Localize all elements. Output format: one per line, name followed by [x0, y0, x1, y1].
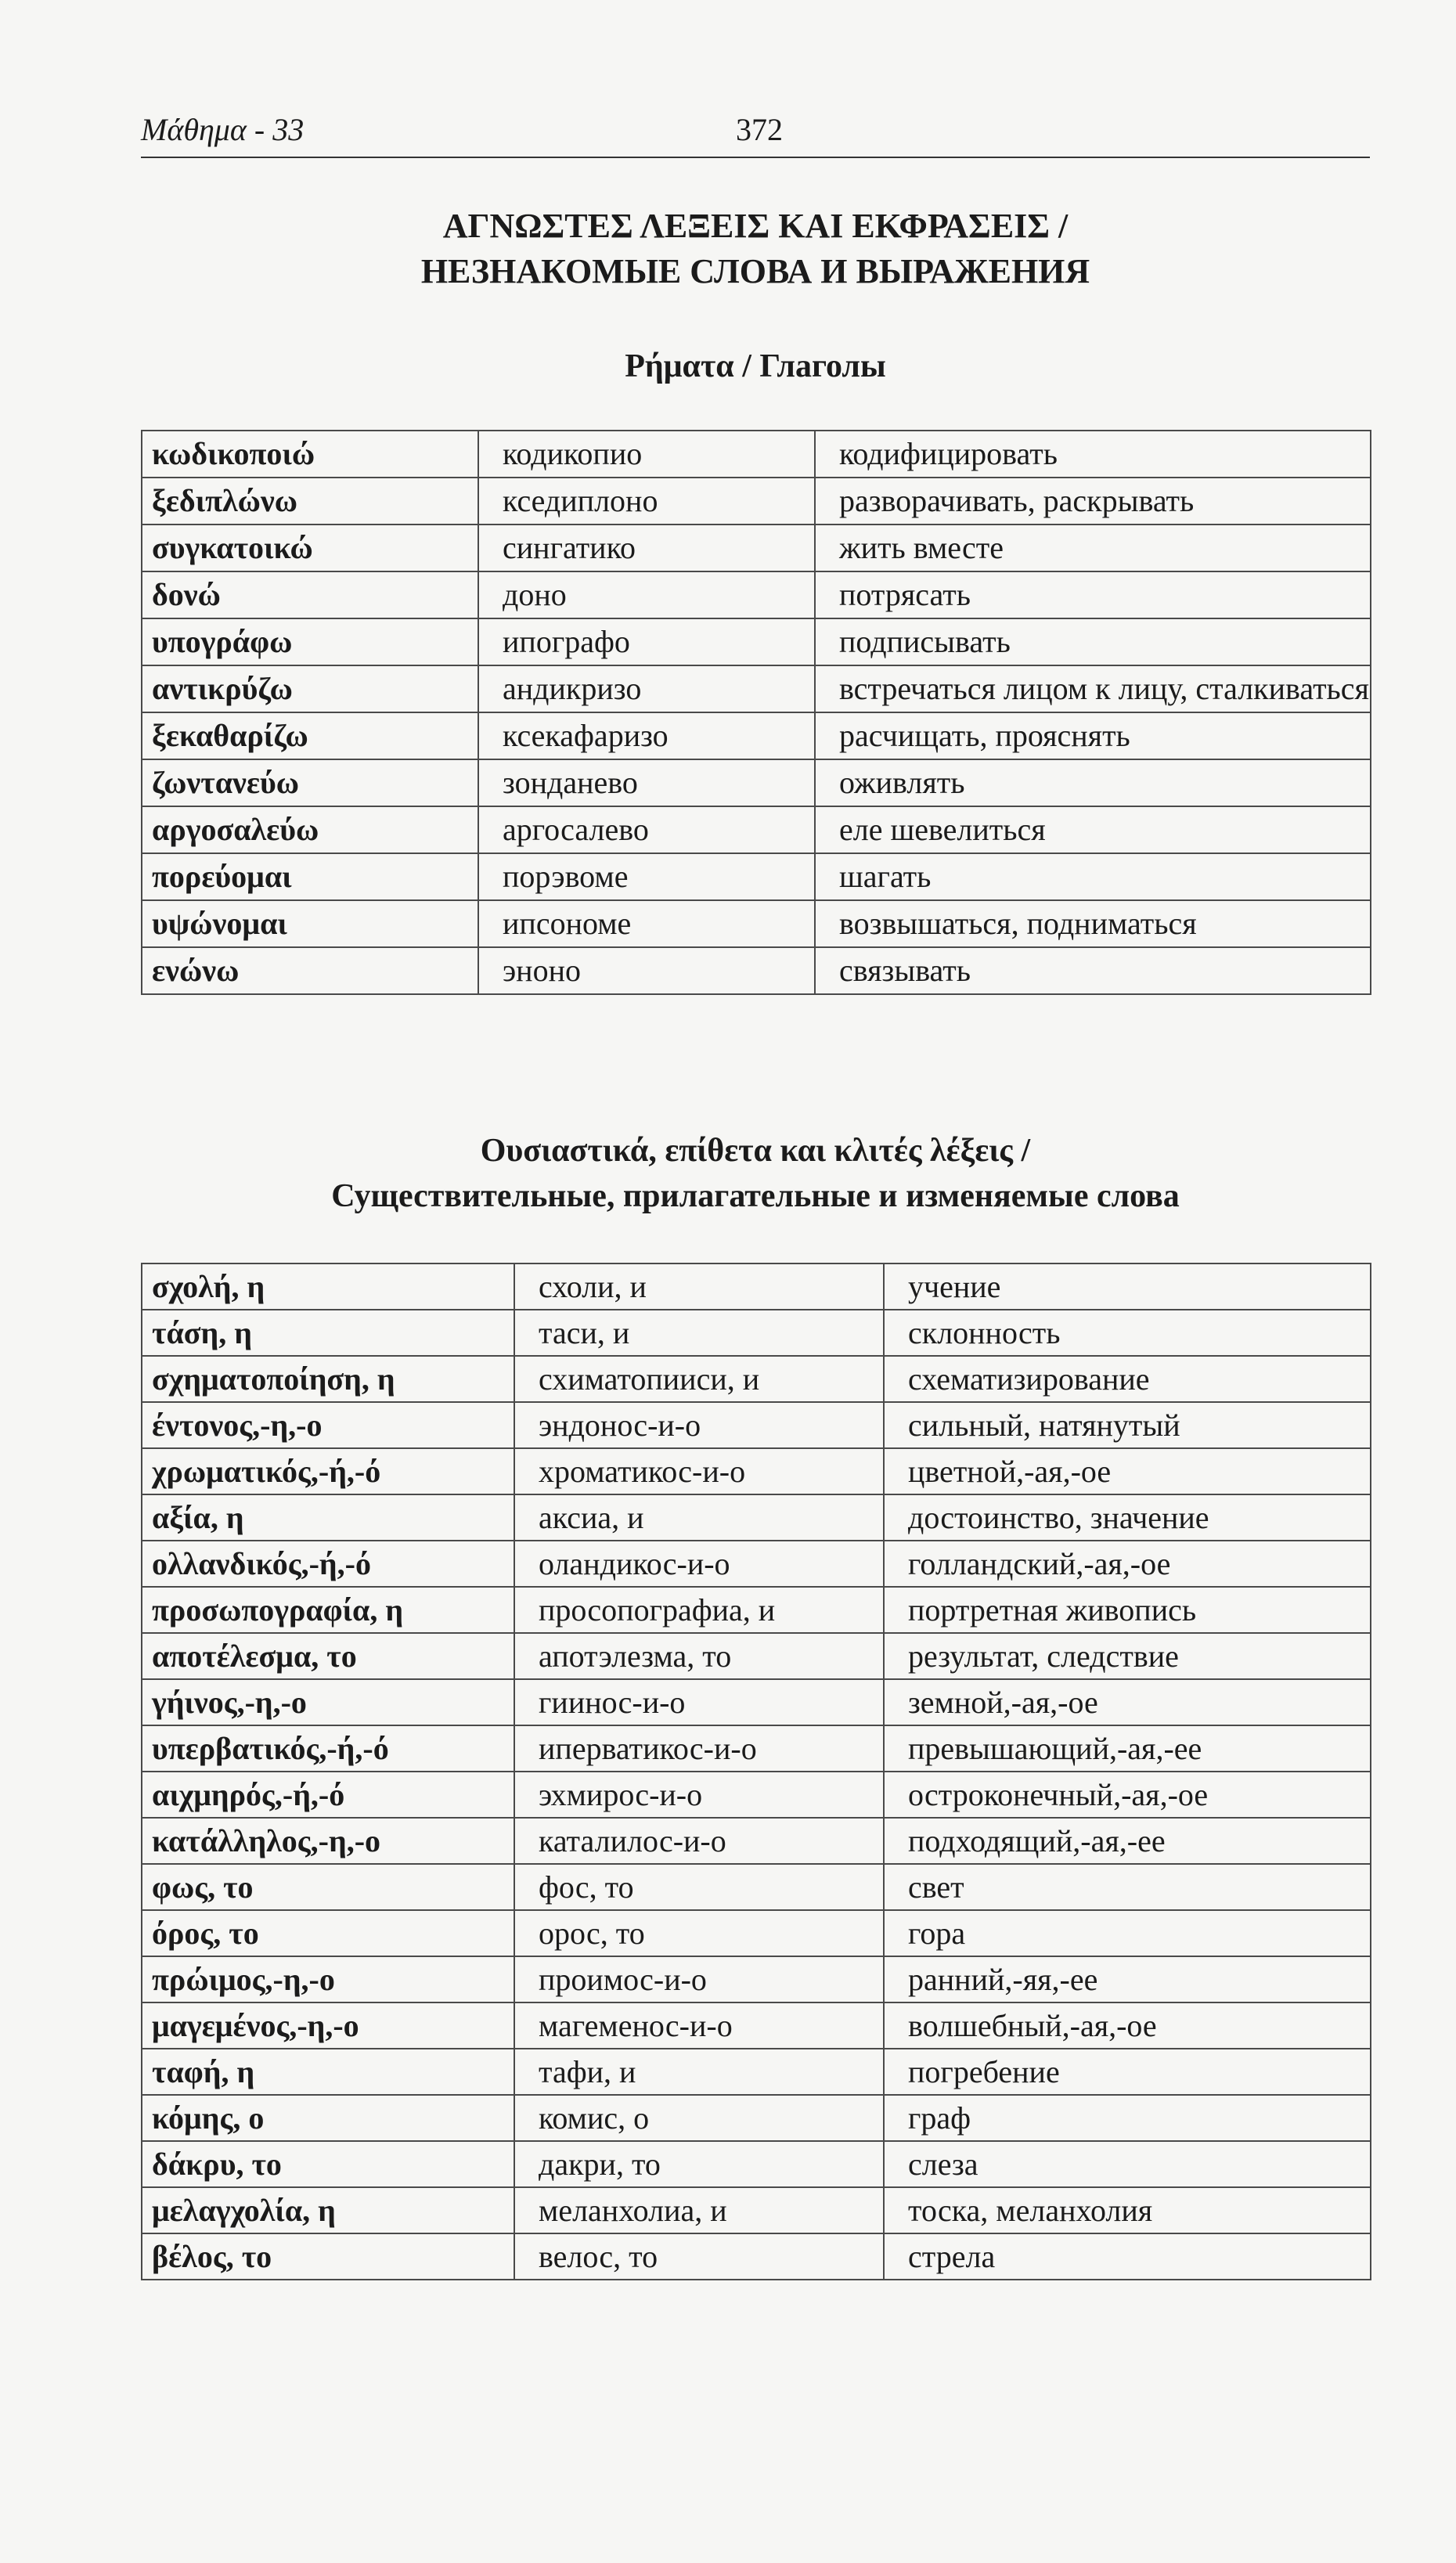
greek-word-cell: ζωντανεύω: [142, 759, 478, 806]
transliteration-cell: ипографо: [478, 618, 815, 665]
transliteration-cell: андикризо: [478, 665, 815, 712]
translation-cell: схематизирование: [884, 1356, 1371, 1402]
table-row: [142, 2049, 1371, 2095]
translation-cell: возвышаться, подниматься: [815, 900, 1371, 947]
transliteration-cell: орос, то: [514, 1910, 884, 1956]
transliteration-cell: гиинос-и-о: [514, 1679, 884, 1725]
translation-cell: шагать: [815, 853, 1371, 900]
translation-cell: цветной,-ая,-ое: [884, 1448, 1371, 1494]
translation-cell: оживлять: [815, 759, 1371, 806]
translation-cell: волшебный,-ая,-ое: [884, 2002, 1371, 2049]
translation-cell: ранний,-яя,-ее: [884, 1956, 1371, 2002]
table-row: [142, 1910, 1371, 1956]
table-row: [142, 1402, 1371, 1448]
table-row: [142, 1818, 1371, 1864]
transliteration-cell: эндонос-и-о: [514, 1402, 884, 1448]
table-row: [142, 618, 1371, 665]
translation-cell: тоска, меланхолия: [884, 2187, 1371, 2233]
table-row: [142, 1494, 1371, 1541]
greek-word-cell: αξία, η: [142, 1494, 514, 1541]
translation-cell: погребение: [884, 2049, 1371, 2095]
transliteration-cell: сингатико: [478, 524, 815, 571]
table-row: [142, 806, 1371, 853]
greek-word-cell: γήινος,-η,-ο: [142, 1679, 514, 1725]
greek-word-cell: αργοσαλεύω: [142, 806, 478, 853]
transliteration-cell: доно: [478, 571, 815, 618]
table-row: [142, 759, 1371, 806]
greek-word-cell: υπογράφω: [142, 618, 478, 665]
translation-cell: кодифицировать: [815, 431, 1371, 478]
table-row: [142, 2141, 1371, 2187]
table-row: [142, 1725, 1371, 1772]
transliteration-cell: просопографиа, и: [514, 1587, 884, 1633]
nouns-heading-russian: Существительные, прилагательные и изменяемые слова: [331, 1178, 1180, 1214]
transliteration-cell: хроматикос-и-о: [514, 1448, 884, 1494]
greek-word-cell: ολλανδικός,-ή,-ό: [142, 1541, 514, 1587]
table-row: [142, 478, 1371, 524]
table-row: [142, 2002, 1371, 2049]
transliteration-cell: велос, то: [514, 2233, 884, 2280]
table-row: [142, 1541, 1371, 1587]
table-row: [142, 1310, 1371, 1356]
greek-word-cell: κωδικοποιώ: [142, 431, 478, 478]
table-row: [142, 1772, 1371, 1818]
translation-cell: гора: [884, 1910, 1371, 1956]
table-row: [142, 1587, 1371, 1633]
table-row: [142, 571, 1371, 618]
translation-cell: достоинство, значение: [884, 1494, 1371, 1541]
translation-cell: склонность: [884, 1310, 1371, 1356]
greek-word-cell: ξεκαθαρίζω: [142, 712, 478, 759]
table-row: [142, 900, 1371, 947]
translation-cell: слеза: [884, 2141, 1371, 2187]
translation-cell: жить вместе: [815, 524, 1371, 571]
translation-cell: превышающий,-ая,-ее: [884, 1725, 1371, 1772]
greek-word-cell: μαγεμένος,-η,-ο: [142, 2002, 514, 2049]
verbs-heading: Ρήματα / Глаголы: [625, 348, 886, 384]
translation-cell: связывать: [815, 947, 1371, 994]
table-row: [142, 947, 1371, 994]
lesson-label: Μάθημα - 33: [141, 112, 305, 147]
transliteration-cell: кседиплоно: [478, 478, 815, 524]
nouns-heading-greek: Ουσιαστικά, επίθετα και κλιτές λέξεις /: [480, 1133, 1031, 1169]
translation-cell: свет: [884, 1864, 1371, 1910]
nouns-table: [141, 1263, 1371, 2280]
translation-cell: граф: [884, 2095, 1371, 2141]
transliteration-cell: меланхолиа, и: [514, 2187, 884, 2233]
table-row: [142, 431, 1371, 478]
table-row: [142, 665, 1371, 712]
translation-cell: потрясать: [815, 571, 1371, 618]
table-row: [142, 524, 1371, 571]
table-row: [142, 1679, 1371, 1725]
greek-word-cell: κόμης, ο: [142, 2095, 514, 2141]
page-title-greek: ΑΓΝΩΣΤΕΣ ΛΕΞΕΙΣ ΚΑΙ ΕΚΦΡΑΣΕΙΣ /: [442, 207, 1069, 245]
greek-word-cell: ταφή, η: [142, 2049, 514, 2095]
greek-word-cell: αιχμηρός,-ή,-ό: [142, 1772, 514, 1818]
greek-word-cell: πρώιμος,-η,-ο: [142, 1956, 514, 2002]
translation-cell: еле шевелиться: [815, 806, 1371, 853]
transliteration-cell: эхмирос-и-о: [514, 1772, 884, 1818]
greek-word-cell: υψώνομαι: [142, 900, 478, 947]
greek-word-cell: έντονος,-η,-ο: [142, 1402, 514, 1448]
greek-word-cell: δάκρυ, το: [142, 2141, 514, 2187]
table-row: [142, 853, 1371, 900]
greek-word-cell: ενώνω: [142, 947, 478, 994]
greek-word-cell: φως, το: [142, 1864, 514, 1910]
greek-word-cell: αποτέλεσμα, το: [142, 1633, 514, 1679]
transliteration-cell: проимос-и-о: [514, 1956, 884, 2002]
transliteration-cell: схоли, и: [514, 1263, 884, 1310]
translation-cell: сильный, натянутый: [884, 1402, 1371, 1448]
table-row: [142, 2095, 1371, 2141]
page-header: [141, 108, 1370, 158]
transliteration-cell: ксекафаризо: [478, 712, 815, 759]
table-row: [142, 1633, 1371, 1679]
greek-word-cell: σχηματοποίηση, η: [142, 1356, 514, 1402]
transliteration-cell: каталилос-и-о: [514, 1818, 884, 1864]
transliteration-cell: эноно: [478, 947, 815, 994]
page-number: 372: [736, 112, 783, 147]
greek-word-cell: βέλος, το: [142, 2233, 514, 2280]
greek-word-cell: μελαγχολία, η: [142, 2187, 514, 2233]
transliteration-cell: комис, о: [514, 2095, 884, 2141]
greek-word-cell: υπερβατικός,-ή,-ό: [142, 1725, 514, 1772]
transliteration-cell: дакри, то: [514, 2141, 884, 2187]
transliteration-cell: ипсономе: [478, 900, 815, 947]
table-row: [142, 1263, 1371, 1310]
translation-cell: встречаться лицом к лицу, сталкиваться: [815, 665, 1371, 712]
transliteration-cell: магеменос-и-о: [514, 2002, 884, 2049]
greek-word-cell: δονώ: [142, 571, 478, 618]
translation-cell: расчищать, прояснять: [815, 712, 1371, 759]
transliteration-cell: схиматопииси, и: [514, 1356, 884, 1402]
greek-word-cell: συγκατοικώ: [142, 524, 478, 571]
table-row: [142, 2187, 1371, 2233]
translation-cell: стрела: [884, 2233, 1371, 2280]
verbs-table: [141, 430, 1371, 995]
translation-cell: подписывать: [815, 618, 1371, 665]
transliteration-cell: фос, то: [514, 1864, 884, 1910]
transliteration-cell: порэвоме: [478, 853, 815, 900]
table-row: [142, 1448, 1371, 1494]
translation-cell: остроконечный,-ая,-ое: [884, 1772, 1371, 1818]
translation-cell: подходящий,-ая,-ее: [884, 1818, 1371, 1864]
table-row: [142, 1864, 1371, 1910]
table-row: [142, 2233, 1371, 2280]
greek-word-cell: κατάλληλος,-η,-ο: [142, 1818, 514, 1864]
translation-cell: портретная живопись: [884, 1587, 1371, 1633]
greek-word-cell: σχολή, η: [142, 1263, 514, 1310]
table-row: [142, 1356, 1371, 1402]
translation-cell: учение: [884, 1263, 1371, 1310]
greek-word-cell: πορεύομαι: [142, 853, 478, 900]
transliteration-cell: аргосалево: [478, 806, 815, 853]
greek-word-cell: όρος, το: [142, 1910, 514, 1956]
greek-word-cell: τάση, η: [142, 1310, 514, 1356]
transliteration-cell: таси, и: [514, 1310, 884, 1356]
table-row: [142, 1956, 1371, 2002]
transliteration-cell: зонданево: [478, 759, 815, 806]
transliteration-cell: кодикопио: [478, 431, 815, 478]
greek-word-cell: προσωπογραφία, η: [142, 1587, 514, 1633]
table-row: [142, 712, 1371, 759]
translation-cell: земной,-ая,-ое: [884, 1679, 1371, 1725]
translation-cell: результат, следствие: [884, 1633, 1371, 1679]
greek-word-cell: αντικρύζω: [142, 665, 478, 712]
transliteration-cell: оландикос-и-о: [514, 1541, 884, 1587]
greek-word-cell: χρωματικός,-ή,-ό: [142, 1448, 514, 1494]
transliteration-cell: иперватикос-и-о: [514, 1725, 884, 1772]
translation-cell: голландский,-ая,-ое: [884, 1541, 1371, 1587]
transliteration-cell: аксиа, и: [514, 1494, 884, 1541]
transliteration-cell: апотэлезма, то: [514, 1633, 884, 1679]
greek-word-cell: ξεδιπλώνω: [142, 478, 478, 524]
page-title-russian: НЕЗНАКОМЫЕ СЛОВА И ВЫРАЖЕНИЯ: [420, 252, 1090, 290]
transliteration-cell: тафи, и: [514, 2049, 884, 2095]
translation-cell: разворачивать, раскрывать: [815, 478, 1371, 524]
